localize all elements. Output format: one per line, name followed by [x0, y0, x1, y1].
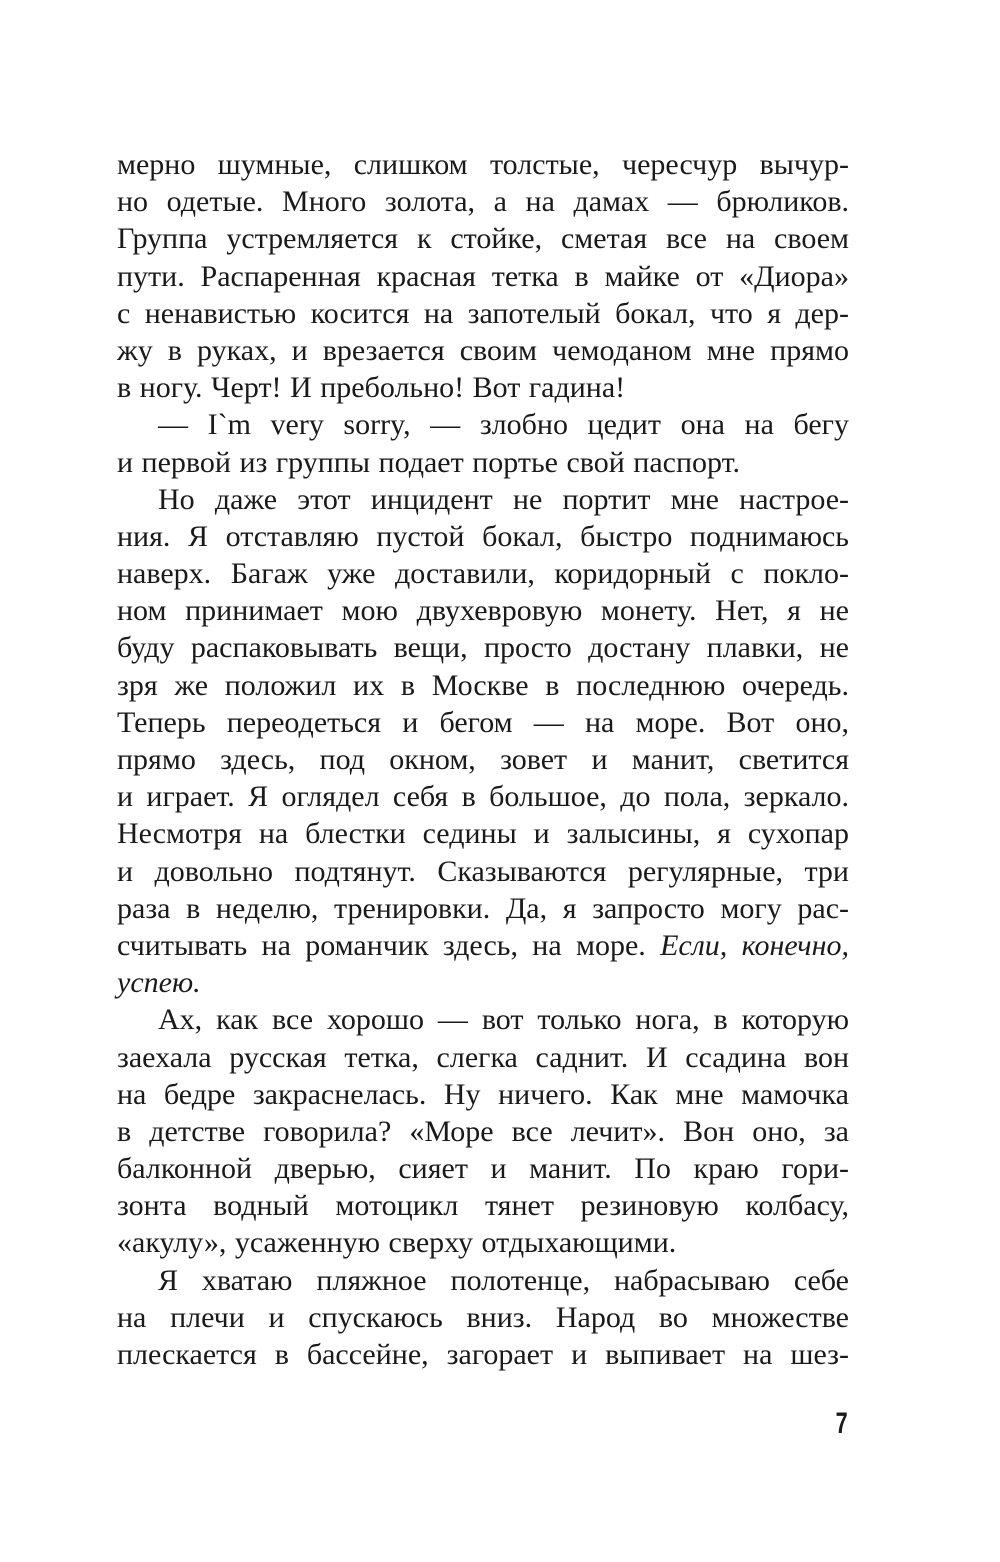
text-line — [117, 518, 849, 555]
text-line-content: и играет. Я оглядел себя в большое, до пола, зеркало. — [117, 780, 849, 814]
text-line — [117, 667, 849, 704]
text-line — [117, 815, 849, 852]
text-line — [117, 853, 849, 890]
text-line-content: и довольно подтянут. Сказываются регулярные, три — [117, 854, 849, 888]
text-line-content: Несмотря на блестки седины и залысины, я сухопар — [117, 817, 849, 851]
text-line — [117, 258, 849, 295]
text-line-content: ния. Я отставляю пустой бокал, быстро поднимаюсь — [117, 519, 849, 553]
text-line-content: с ненавистью косится на запотелый бокал, что я дер- — [117, 296, 849, 330]
text-line-content: «акулу», усаженную сверху отдыхающими. — [117, 1226, 677, 1260]
text-line — [117, 1001, 849, 1038]
text-line-content: — I`m very sorry, — злобно цедит она на бегу — [158, 408, 849, 442]
text-line — [117, 1150, 849, 1187]
text-line-content: считывать на романчик здесь, на море. — [117, 928, 646, 962]
text-line — [117, 1039, 849, 1076]
text-line-content: мерно шумные, слишком толстые, чересчур вычур- — [117, 148, 849, 181]
text-line — [117, 369, 849, 406]
text-line — [117, 295, 849, 332]
italic-text: Если, конечно, — [660, 928, 849, 962]
text-line — [117, 964, 849, 1001]
text-line-content: Но даже этот инцидент не портит мне настрое- — [158, 482, 849, 516]
text-line — [117, 927, 849, 964]
text-line — [117, 406, 849, 443]
text-line — [117, 778, 849, 815]
text-line-content: пути. Распаренная красная тетка в майке от «Диора» — [117, 259, 849, 293]
text-line — [117, 183, 849, 220]
text-line — [117, 1299, 849, 1336]
text-line-content: прямо здесь, под окном, зовет и манит, светится — [117, 743, 849, 776]
text-line-content: но одетые. Много золота, а на дамах — брюликов. — [117, 185, 849, 219]
text-line-content: плескается в бассейне, загорает и выпивает на шез- — [117, 1338, 849, 1371]
text-line — [117, 1187, 849, 1224]
text-line-content: в детстве говорила? «Море все лечит». Вон оно, за — [117, 1114, 849, 1148]
book-page-body — [117, 146, 849, 1373]
text-line — [117, 1336, 849, 1373]
text-line-content: зонта водный мотоцикл тянет резиновую колбасу, — [117, 1189, 849, 1223]
text-line-content: зря же положил их в Москве в последнюю очередь. — [117, 668, 849, 702]
text-line — [117, 1224, 849, 1261]
text-line — [117, 592, 849, 629]
text-line-content: заехала русская тетка, слегка саднит. И ссадина вон — [117, 1040, 849, 1074]
text-line — [117, 1113, 849, 1150]
text-line — [117, 332, 849, 369]
text-line — [117, 481, 849, 518]
text-line-content: на бедре закраснелась. Ну ничего. Как мне мамочка — [117, 1077, 849, 1111]
text-line — [117, 220, 849, 257]
text-line-content: балконной дверью, сияет и манит. По краю гори- — [117, 1152, 849, 1186]
text-line — [117, 146, 849, 183]
text-line — [117, 704, 849, 741]
text-line — [117, 1076, 849, 1113]
text-line — [117, 444, 849, 481]
text-line-content: ном принимает мою двухевровую монету. Нет, я не — [117, 594, 849, 628]
text-line-content: Группа устремляется к стойке, сметая все на своем — [117, 222, 849, 256]
text-line — [117, 629, 849, 666]
text-line-content: на плечи и спускаюсь вниз. Народ во множестве — [117, 1300, 849, 1334]
text-line — [117, 741, 849, 778]
text-line-content: раза в неделю, тренировки. Да, я запросто могу рас- — [117, 891, 849, 925]
text-line-content: Я хватаю пляжное полотенце, набрасываю себе — [158, 1263, 849, 1297]
page-number: 7 — [835, 1407, 848, 1440]
text-line-content: жу в руках, и врезается своим чемоданом мне прямо — [117, 333, 849, 367]
text-line — [117, 1262, 849, 1299]
text-line-content: и первой из группы подает портье свой паспорт. — [117, 445, 741, 479]
text-line — [117, 890, 849, 927]
text-line-content: Ах, как все хорошо — вот только нога, в которую — [158, 1003, 849, 1037]
text-line — [117, 555, 849, 592]
text-line-content: буду распаковывать вещи, просто достану плавки, не — [117, 631, 849, 665]
text-line-content: наверх. Багаж уже доставили, коридорный с покло- — [117, 557, 849, 591]
text-line-content: в ногу. Черт! И пребольно! Вот гадина! — [117, 371, 626, 405]
text-line-content: Теперь переодеться и бегом — на море. Вот оно, — [117, 705, 849, 739]
italic-text: успею. — [117, 966, 201, 1000]
